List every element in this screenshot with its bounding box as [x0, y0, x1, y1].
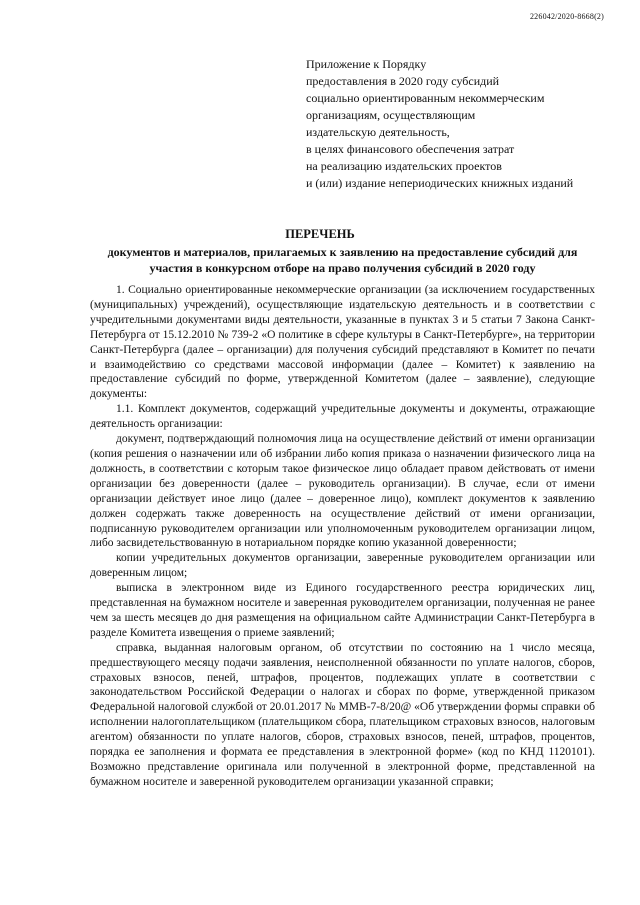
document-title: ПЕРЕЧЕНЬ: [285, 227, 355, 241]
appendix-line: предоставления в 2020 году субсидий: [306, 74, 500, 88]
paragraph: выписка в электронном виде из Единого государственного реестра юридических лиц, представленная на бумажном носителе и заверенная руководителем организации, полученная не ранее чем за шесть месяцев до дня размещения на официальном сайте Администрации Санкт-Петербурга в разделе Комитета извещения о приеме заявлений;: [90, 582, 595, 639]
appendix-line: в целях финансового обеспечения затрат: [306, 142, 515, 156]
paragraph: справка, выданная налоговым органом, об отсутствии по состоянию на 1 число месяца, предшествующего месяцу подачи заявления, неисполненной обязанности по уплате налогов, сборов, страховых взносов, пеней, штрафов, процентов, подлежащих уплате в соответствии с законодательством Российской Федерации о налогах и сборах по форме, утвержденной приказом Федеральной налоговой службой от 20.01.2017 № ММВ-7-8/20@ «Об утверждении формы справки об исполнении налогоплательщиком (плательщиком сбора, плательщиком страховых взносов, налоговым агентом) обязанности по уплате налогов, сборов, страховых взносов, пеней, штрафов, процентов, порядка ее заполнения и формата ее представления в электронной форме» (код по КНД 1120101). Возможно представление оригинала или полученной в электронной форме, представленной на бумажном носителе и заверенной руководителем организации указанной справки;: [90, 641, 595, 788]
paragraph: 1. Социально ориентированные некоммерческие организации (за исключением государственных (муниципальных) учреждений), осуществляющие издательскую деятельность и в соответствии с учредительными документами виды деятельности, указанные в пунктах 3 и 5 статьи 7 Закона Санкт-Петербурга от 15.12.2010 № 739-2 «О политике в сфере культуры в Санкт-Петербурге», на территории Санкт-Петербурга (далее – организации) для получения субсидий представляют в Комитет по печати и взаимодействию со средствами массовой информации (далее – Комитет) к заявлению на предоставление субсидий по форме, утвержденной Комитетом (далее – заявление), следующие документы:: [90, 284, 595, 401]
appendix-line: Приложение к Порядку: [306, 57, 427, 71]
paragraph: копии учредительных документов организации, заверенные руководителем организации или доверенным лицом;: [90, 552, 595, 580]
appendix-line: социально ориентированным некоммерческим: [306, 91, 545, 105]
appendix-line: издательскую деятельность,: [306, 125, 450, 139]
paragraph: документ, подтверждающий полномочия лица на осуществление действий от имени организации (копия решения о назначении или об избрании либо копия приказа о назначении физического лица на должность, в соответствии с которым такое физическое лицо обладает правом действовать от имени организации без доверенности (далее – руководитель организации). В случае, если от имени организации действует иное лицо (далее – доверенное лицо), комплект документов к заявлению должен содержать также доверенность на осуществление действий от имени организации, подписанную руководителем организации или уполномоченным руководителем организации лицом, либо засвидетельствованную в нотариальном порядке копию указанной доверенности;: [90, 433, 595, 550]
appendix-header: [306, 56, 606, 192]
appendix-line: организациям, осуществляющим: [306, 108, 476, 122]
document-subtitle: документов и материалов, прилагаемых к заявлению на предоставление субсидий для участия в конкурсном отборе на право получения субсидий в 2020 году: [107, 245, 578, 275]
document-number: 226042/2020-8668(2): [529, 12, 604, 21]
document-body: [90, 283, 595, 790]
appendix-line: и (или) издание непериодических книжных изданий: [306, 176, 574, 190]
appendix-line: на реализацию издательских проектов: [306, 159, 502, 173]
paragraph: 1.1. Комплект документов, содержащий учредительные документы и документы, отражающие деятельность организации:: [90, 403, 595, 431]
